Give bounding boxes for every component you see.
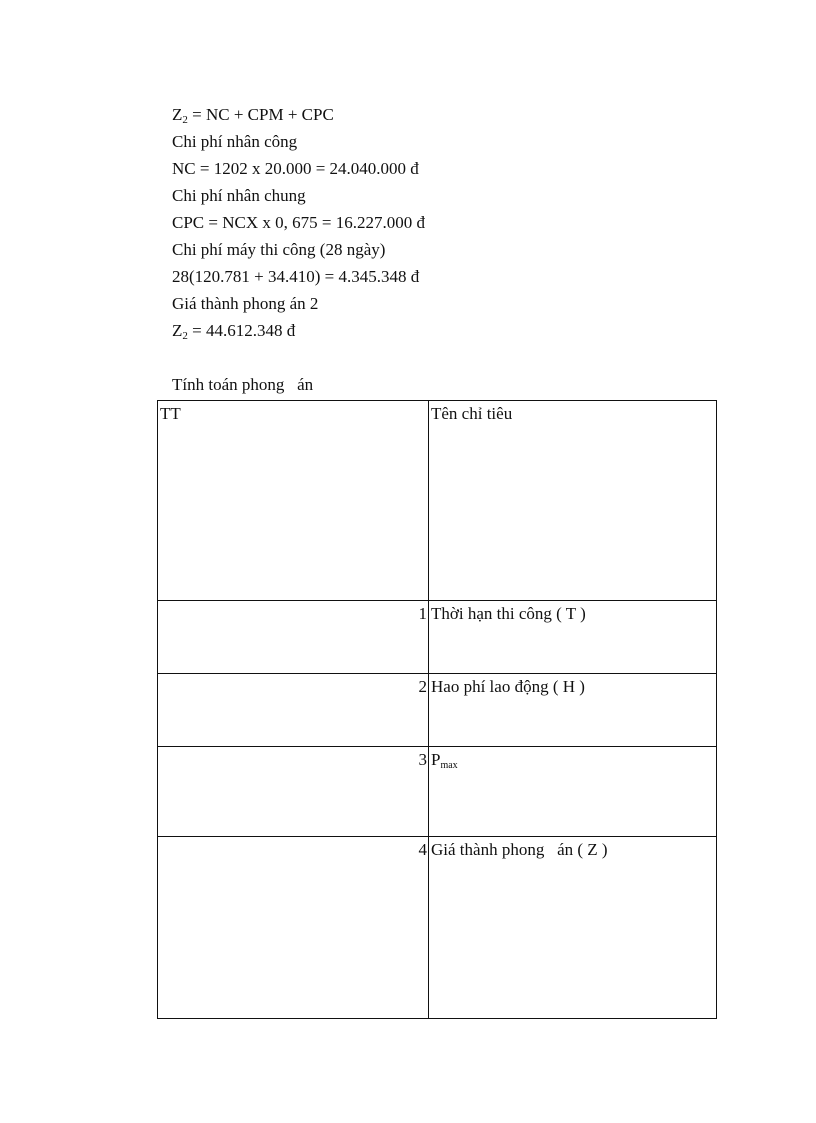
p-symbol: P [431, 750, 441, 769]
table-caption: Tính toán phong án [172, 375, 314, 394]
row-number: 4 [158, 837, 429, 1019]
formula-z2-result [172, 317, 425, 344]
formula-z2-definition [172, 101, 425, 128]
labor-cost-label: Chi phí nhân công [172, 132, 298, 151]
row-name: Thời hạn thi công ( T ) [429, 601, 717, 674]
option-price-label: Giá thành phong án 2 [172, 294, 319, 313]
table-row [158, 747, 717, 837]
row-name [429, 747, 717, 837]
table-header-row [158, 401, 717, 601]
formula-z2-rest: = NC + CPM + CPC [187, 105, 334, 124]
formula-block [172, 101, 425, 344]
table-row [158, 674, 717, 747]
z-symbol: Z [172, 105, 183, 124]
machine-cost-label: Chi phí máy thi công (28 ngày) [172, 240, 386, 259]
labor-cost-formula: NC = 1202 x 20.000 = 24.040.000 đ [172, 159, 419, 178]
row-name: Giá thành phong án ( Z ) [429, 837, 717, 1019]
machine-cost-formula: 28(120.781 + 34.410) = 4.345.348 đ [172, 267, 420, 286]
comparison-table [157, 400, 717, 1019]
general-cost-label: Chi phí nhân chung [172, 186, 306, 205]
header-tt: TT [158, 401, 429, 601]
z-subscript: 2 [182, 114, 188, 126]
row-number: 3 [158, 747, 429, 837]
table-row [158, 601, 717, 674]
row-number: 1 [158, 601, 429, 674]
z-subscript: 2 [182, 330, 188, 342]
formula-z2-result-value: = 44.612.348 đ [187, 321, 296, 340]
row-name: Hao phí lao động ( H ) [429, 674, 717, 747]
row-number: 2 [158, 674, 429, 747]
table-row [158, 837, 717, 1019]
p-subscript: max [440, 760, 458, 771]
z-symbol: Z [172, 321, 183, 340]
header-name: Tên chỉ tiêu [429, 401, 717, 601]
general-cost-formula: CPC = NCX x 0, 675 = 16.227.000 đ [172, 213, 425, 232]
